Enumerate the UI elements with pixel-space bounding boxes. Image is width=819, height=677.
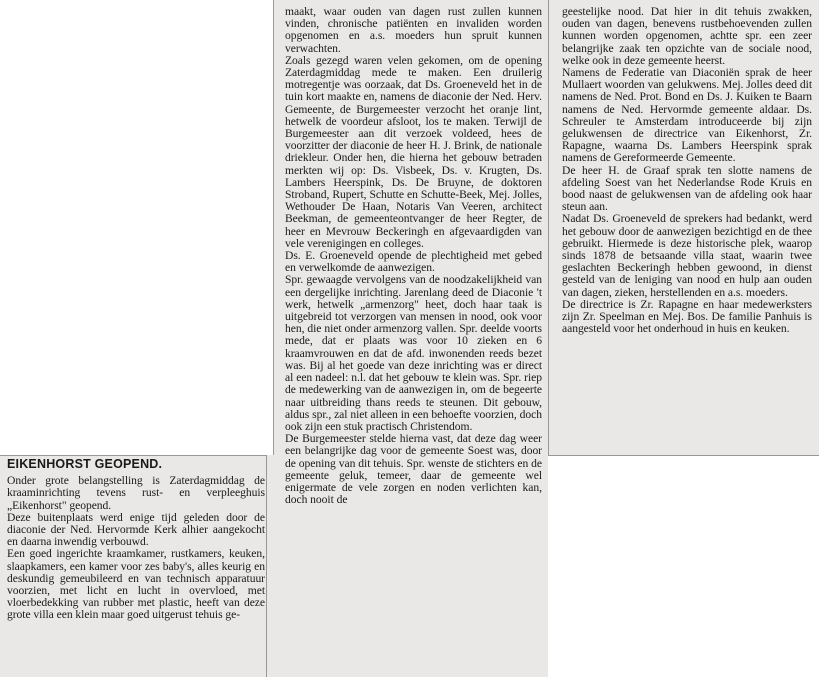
article-column-middle bbox=[285, 6, 542, 506]
paragraph: Namens de Federatie van Diaconiën sprak de heer Mullaert woorden van gelukwens. Mej. Jolles deed dit namens de Ned. Prot. Bond en Ds. J. Kuiken te Baarn namens de Ned. Hervormde gemeente aldaar. Ds. Schreuler te Amsterdam introduceerde bij zijn gelukwensen de directrice van Eikenhorst, Zr. Rapagne, waarna Ds. Lambers Heerspink sprak namens de Gereformeerde Gemeente. bbox=[562, 66, 812, 165]
paragraph: Onder grote belangstelling is Zaterdagmiddag de kraaminrichting tevens rust- en verpleeghuis „Eikenhorst" geopend. bbox=[7, 474, 265, 512]
clipping-edge bbox=[0, 455, 267, 456]
paragraph: Ds. E. Groeneveld opende de plechtigheid met gebed en verwelkomde de aanwezigen. bbox=[285, 249, 542, 275]
article-headline: EIKENHORST GEOPEND. bbox=[7, 457, 163, 471]
column-rule bbox=[548, 0, 549, 455]
paragraph: Zoals gezegd waren velen gekomen, om de opening Zaterdagmiddag mede te maken. Een druilerig motregentje was oorzaak, dat Ds. Groeneveld het in de tuin kort maakte en, namens de diaconie der Ned. Herv. Gemeente, de Burgemeester verzocht het oranje lint, hetwelk de voordeur afsloot, los te maken. Terwijl de Burgemeester aan dit verzoek voldeed, hees de voorzitter der diaconie de heer H. J. Brink, de nationale driekleur. Onder hen, die hierna het gebouw betraden merkten wij op: Ds. Visbeek, Ds. v. Krugten, Ds. Lambers Heerspink, Ds. De Bruyne, de doktoren Stroband, Rupert, Schutte en Schutte-Beek, Mej. Jolles, Wethouder De Haan, Notaris Van Veeren, architect Beekman, de gemeenteontvanger de heer Regter, de heer en Mevrouw Beckeringh en afgevaardigden van vele verenigingen en colleges. bbox=[285, 53, 542, 250]
column-rule bbox=[266, 455, 267, 677]
column-rule bbox=[273, 0, 274, 455]
article-column-right bbox=[562, 6, 812, 335]
paragraph: De Burgemeester stelde hierna vast, dat deze dag weer een belangrijke dag voor de gemeente Soest was, door de opening van dit tehuis. Spr. wenste de stichters en de gemeente geluk, temeer, daar de gemeente wel enigermate de vele zorgen en noden verlichten kan, doch nooit de bbox=[285, 432, 542, 507]
paragraph: geestelijke nood. Dat hier in dit tehuis zwakken, ouden van dagen, benevens rustbehoevenden zullen kunnen worden opgenomen, achtte spr. een zeer belangrijke zaak ten opzichte van de sociale nood, welke ook in deze gemeente heerst. bbox=[562, 5, 812, 67]
paragraph: Nadat Ds. Groeneveld de sprekers had bedankt, werd het gebouw door de aanwezigen bezichtigd en de thee gebruikt. Hiermede is deze historische plek, waarop sinds 1878 de betsaande villa staat, waarin twee geslachten Beckeringh hebben gewoond, in dienst gesteld van de leniging van nood en hulp aan ouden van dagen, zieken, herstellenden en a.s. moeders. bbox=[562, 212, 812, 299]
paragraph: De directrice is Zr. Rapagne en haar medewerksters zijn Zr. Speelman en Mej. Bos. De familie Panhuis is aangesteld voor het onderhoud in huis en keuken. bbox=[562, 297, 812, 336]
paragraph: Spr. gewaagde vervolgens van de noodzakelijkheid van een dergelijke inrichting. Jarenlang deed de Diaconie 't werk, hetwelk „armenzorg" heet, doch haar taak is uitgebreid tot verzorgen van mensen in nood, ook voor hen, die niet onder armenzorg vallen. Spr. deelde voorts mede, dat er plaats was voor 10 zieken en 6 kraamvrouwen en dat de afd. inwonenden reeds bezet was. Bij al het goede van deze inrichting was er direct al een nadeel: n.l. dat het gebouw te klein was. Spr. riep de medewerking van de aanwezigen in, om de begeerte naar uitbreiding thans reeds te steunen. Dit gebouw, aldus spr., zal niet alleen in een behoefte voorzien, doch ook zijn een stuk practisch Christendom. bbox=[285, 273, 542, 433]
paragraph: Een goed ingerichte kraamkamer, rustkamers, keuken, slaapkamers, een kamer voor zes baby's, alles keurig en deskundig gemeubileerd en van technisch apparatuur voorzien, met licht en lucht in overvloed, met vloerbedekking van rubber met plastic, heeft van deze grote villa een klein maar goed uitgerust tehuis ge- bbox=[7, 547, 265, 622]
paragraph: Deze buitenplaats werd enige tijd geleden door de diaconie der Ned. Hervormde Kerk alhier aangekocht en daarna inwendig verbouwd. bbox=[7, 510, 265, 549]
article-column-left bbox=[7, 458, 265, 622]
clipping-edge bbox=[548, 455, 819, 456]
paragraph: De heer H. de Graaf sprak ten slotte namens de afdeling Soest van het Nederlandse Rode Kruis en bood naast de gelukwensen van de afdeling ook haar steun aan. bbox=[562, 163, 812, 214]
paragraph: maakt, waar ouden van dagen rust zullen kunnen vinden, chronische patiënten en invaliden worden opgenomen en a.s. moeders hun spruit kunnen verwachten. bbox=[285, 5, 542, 55]
